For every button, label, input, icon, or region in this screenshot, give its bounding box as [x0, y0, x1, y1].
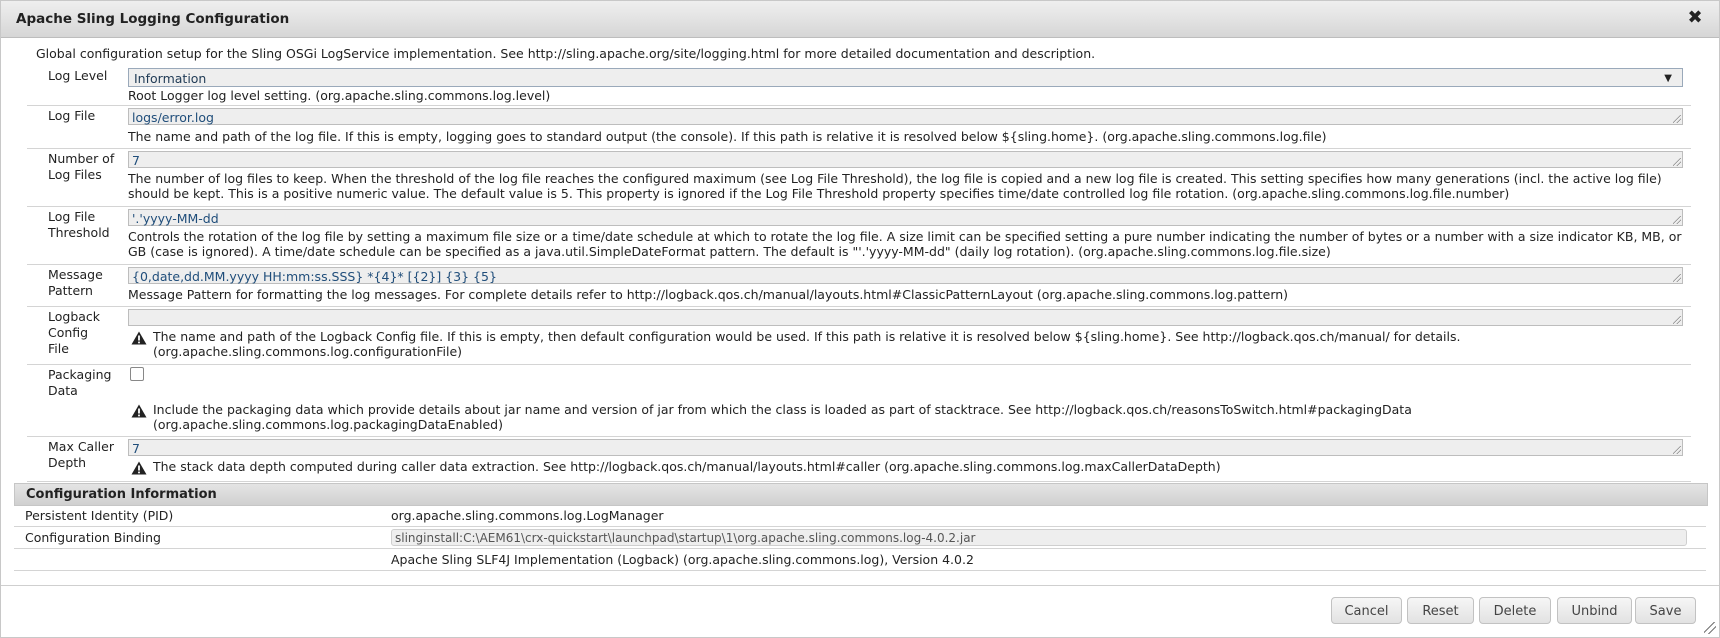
- packaging-data-help: [153, 402, 1573, 432]
- unbind-button[interactable]: Unbind: [1557, 597, 1632, 624]
- max-caller-depth-value: 7: [132, 441, 140, 456]
- log-file-threshold-input[interactable]: [128, 209, 1683, 226]
- config-info-heading: Configuration Information: [26, 487, 217, 502]
- log-level-value: Information: [134, 71, 207, 86]
- resize-grip-icon[interactable]: [1673, 274, 1681, 282]
- dropdown-arrow-icon: ▼: [1664, 73, 1672, 84]
- bundle-value: Apache Sling SLF4J Implementation (Logback) (org.apache.sling.commons.log), Version 4.0.2: [391, 552, 974, 567]
- log-file-help: The name and path of the log file. If this is empty, logging goes to standard output (the console). If this path is relative it is resolved below ${sling.home}. (org.apache.sling.commons.log.file): [128, 129, 1327, 144]
- binding-label: Configuration Binding: [25, 530, 161, 545]
- warning-icon: [131, 331, 147, 345]
- label-line: File: [48, 341, 69, 356]
- number-of-log-files-value: 7: [132, 153, 140, 168]
- row-log-level: [27, 65, 1691, 106]
- row-logback-config-file: [27, 306, 1691, 365]
- row-log-file: [27, 105, 1691, 149]
- log-level-label: Log Level: [48, 68, 108, 83]
- max-caller-depth-input[interactable]: [128, 439, 1683, 456]
- max-caller-depth-help: The stack data depth computed during caller data extraction. See http://logback.qos.ch/manual/layouts.html#caller (org.apache.sling.commons.log.maxCallerDataDepth): [153, 459, 1221, 474]
- config-bundle-row: [14, 549, 1706, 571]
- warning-icon: [131, 404, 147, 418]
- help-line: Include the packaging data which provide details about jar name and version of jar from which the class is loaded as part of stacktrace. See http://logback.qos.ch/reasonsToSwitch.html#packagingData: [153, 402, 1412, 417]
- row-number-of-log-files: [27, 148, 1691, 207]
- label-line: Max Caller: [48, 439, 114, 454]
- packaging-data-checkbox[interactable]: [130, 367, 144, 381]
- help-line: The name and path of the Logback Config file. If this is empty, then default configuration would be used. If this path is relative it is resolved below ${sling.home}. See http://logback.qos.ch/manual/ for details.: [153, 329, 1461, 344]
- pid-label: Persistent Identity (PID): [25, 508, 174, 523]
- label-line: Threshold: [48, 225, 110, 240]
- message-pattern-input[interactable]: [128, 267, 1683, 284]
- log-file-value: logs/error.log: [132, 110, 214, 125]
- message-pattern-help: Message Pattern for formatting the log messages. For complete details refer to http://logback.qos.ch/manual/layouts.html#ClassicPatternLayout (org.apache.sling.commons.log.pattern): [128, 287, 1289, 302]
- log-file-threshold-help: Controls the rotation of the log file by setting a maximum file size or a time/date schedule at which to rotate the log file. A size limit can be specified setting a pure number indicating the number of bytes or a number with a size indicator KB, MB, or GB (case is ignored). A time/date schedule can be specified as a java.util.SimpleDateFormat pattern. The default is "'.'yyyy-MM-dd" (daily log rotation). (org.apache.sling.commons.log.file.size): [128, 229, 1682, 259]
- help-line: (org.apache.sling.commons.log.packagingDataEnabled): [153, 417, 503, 432]
- resize-grip-icon[interactable]: [1673, 216, 1681, 224]
- delete-button[interactable]: Delete: [1479, 597, 1551, 624]
- log-file-input[interactable]: [128, 108, 1683, 125]
- label-line: Log Files: [48, 167, 102, 182]
- footer-divider: [1, 585, 1719, 586]
- log-level-select[interactable]: [128, 68, 1683, 87]
- dialog-titlebar[interactable]: [1, 1, 1719, 38]
- reset-button[interactable]: Reset: [1407, 597, 1474, 624]
- message-pattern-value: {0,date,dd.MM.yyyy HH:mm:ss.SSS} *{4}* [{2}] {3} {5}: [132, 269, 497, 284]
- dialog-title: Apache Sling Logging Configuration: [16, 11, 290, 27]
- label-line: Data: [48, 383, 78, 398]
- row-log-file-threshold: [27, 206, 1691, 265]
- logback-config-file-help: [153, 329, 1573, 359]
- config-pid-row: [14, 505, 1706, 527]
- label-line: Logback: [48, 309, 101, 324]
- warning-icon: [131, 461, 147, 475]
- binding-value: slinginstall:C:\AEM61\crx-quickstart\launchpad\startup\1\org.apache.sling.commons.log-4.0.2.jar: [391, 529, 1687, 546]
- row-message-pattern: [27, 264, 1691, 307]
- label-line: Number of: [48, 151, 115, 166]
- resize-grip-icon[interactable]: [1673, 115, 1681, 123]
- number-of-log-files-help: The number of log files to keep. When the threshold of the log file reaches the configured maximum (see Log File Threshold), the log file is copied and a new log file is created. This setting specifies how many generations (incl. the active log file) should be kept. This is a positive numeric value. The default value is 5. This property is ignored if the Log File Threshold property specifies time/date controlled log file rotation. (org.apache.sling.commons.log.file.number): [128, 171, 1662, 201]
- label-line: Depth: [48, 455, 87, 470]
- save-button[interactable]: Save: [1635, 597, 1696, 624]
- label-line: Pattern: [48, 283, 93, 298]
- resize-grip-icon[interactable]: [1673, 158, 1681, 166]
- row-packaging-data: [27, 364, 1691, 437]
- row-max-caller-depth: [27, 436, 1691, 482]
- logback-config-file-input[interactable]: [128, 309, 1683, 326]
- dialog-resize-grip-icon[interactable]: [1704, 622, 1716, 634]
- help-line: (org.apache.sling.commons.log.configurationFile): [153, 344, 463, 359]
- log-level-help: Root Logger log level setting. (org.apache.sling.commons.log.level): [128, 88, 551, 103]
- resize-grip-icon[interactable]: [1673, 316, 1681, 324]
- number-of-log-files-input[interactable]: [128, 151, 1683, 168]
- cancel-button[interactable]: Cancel: [1331, 597, 1402, 624]
- packaging-data-label: [48, 367, 143, 399]
- log-file-threshold-value: '.'yyyy-MM-dd: [132, 211, 219, 226]
- dialog-description: Global configuration setup for the Sling OSGi LogService implementation. See http://sling.apache.org/site/logging.html for more detailed documentation and description.: [36, 46, 1096, 61]
- label-line: Packaging: [48, 367, 112, 382]
- label-line: Config: [48, 325, 89, 340]
- log-file-label: Log File: [48, 108, 96, 123]
- label-line: Log File: [48, 209, 96, 224]
- config-info-header: [14, 483, 1708, 506]
- close-icon[interactable]: ✖: [1687, 7, 1703, 28]
- label-line: Message: [48, 267, 103, 282]
- resize-grip-icon[interactable]: [1673, 446, 1681, 454]
- config-binding-row: [14, 527, 1706, 549]
- pid-value: org.apache.sling.commons.log.LogManager: [391, 508, 664, 523]
